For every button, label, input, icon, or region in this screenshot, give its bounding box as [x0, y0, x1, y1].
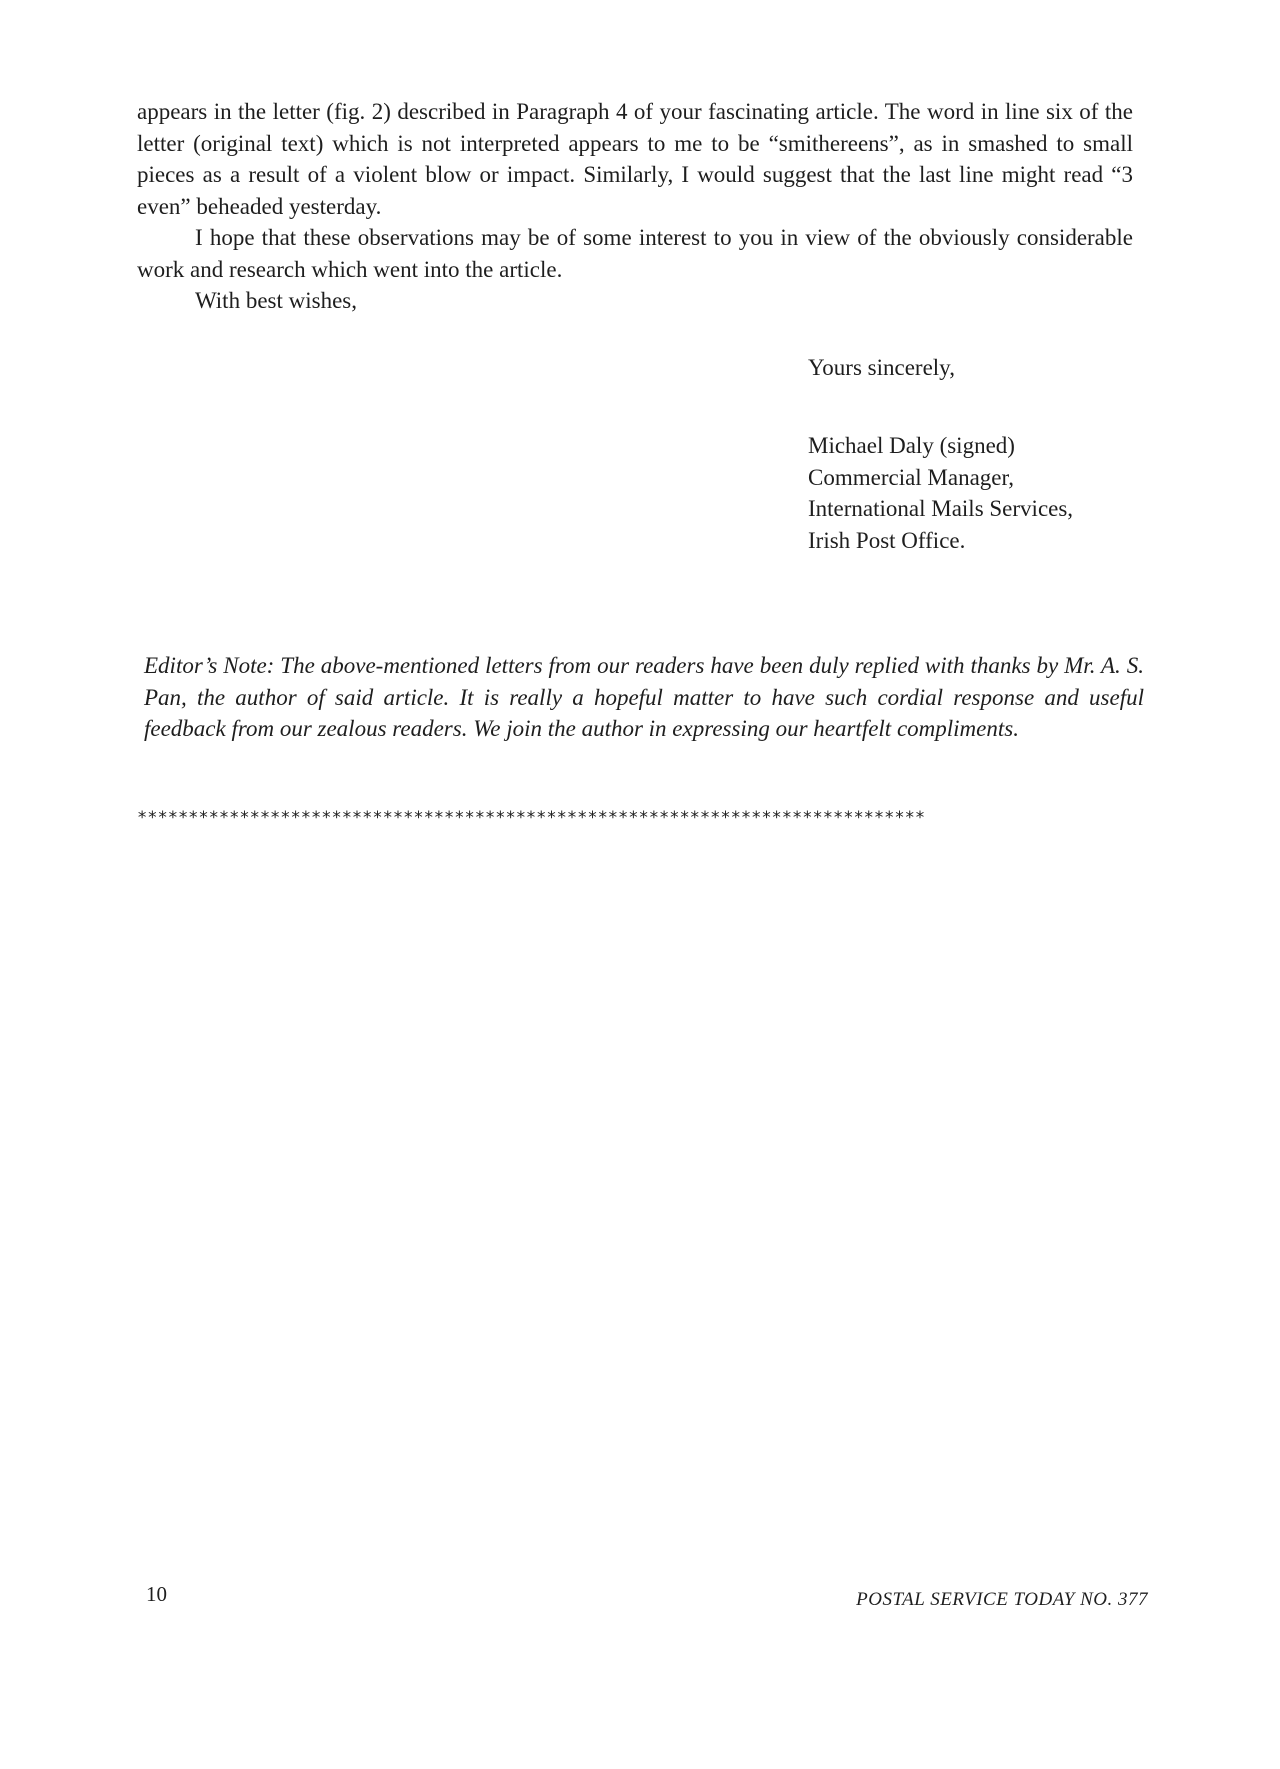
signatory-organization: Irish Post Office.	[808, 527, 966, 553]
closing-line: Yours sincerely,	[808, 355, 955, 380]
signatory-title: Commercial Manager,	[808, 464, 1015, 490]
signatory-department: International Mails Services,	[808, 496, 1074, 521]
editor-note: Editor’s Note: The above-mentioned letters from our readers have been duly replied with thanks by Mr. A. S. Pan, the author of said article. It is really a hopeful matter to have such cordial response and useful feedback from our zealous readers. We join the author in expressing our heartfelt compliments.	[144, 653, 1144, 741]
page-number: 10	[146, 1582, 167, 1606]
signature-block	[808, 430, 1208, 556]
signatory-name: Michael Daly (signed)	[808, 433, 1015, 458]
letter-paragraph-1: appears in the letter (fig. 2) described in Paragraph 4 of your fascinating article. The word in line six of the letter (original text) which is not interpreted appears to me to be “smithereens”, as in smashed to small pieces as a result of a violent blow or impact. Similarly, I would suggest that the last line might read “3 even” beheaded yesterday.	[137, 99, 1133, 219]
letter-closing	[808, 352, 1208, 384]
publication-footer: POSTAL SERVICE TODAY NO. 377	[856, 1589, 1148, 1610]
letter-paragraph-2: I hope that these observations may be of some interest to you in view of the obviously considerable work and research which went into the article.	[137, 225, 1133, 282]
asterisk-separator: *****************************************************************************	[137, 808, 926, 828]
letter-body	[137, 96, 1133, 317]
letter-paragraph-3: With best wishes,	[195, 288, 357, 313]
